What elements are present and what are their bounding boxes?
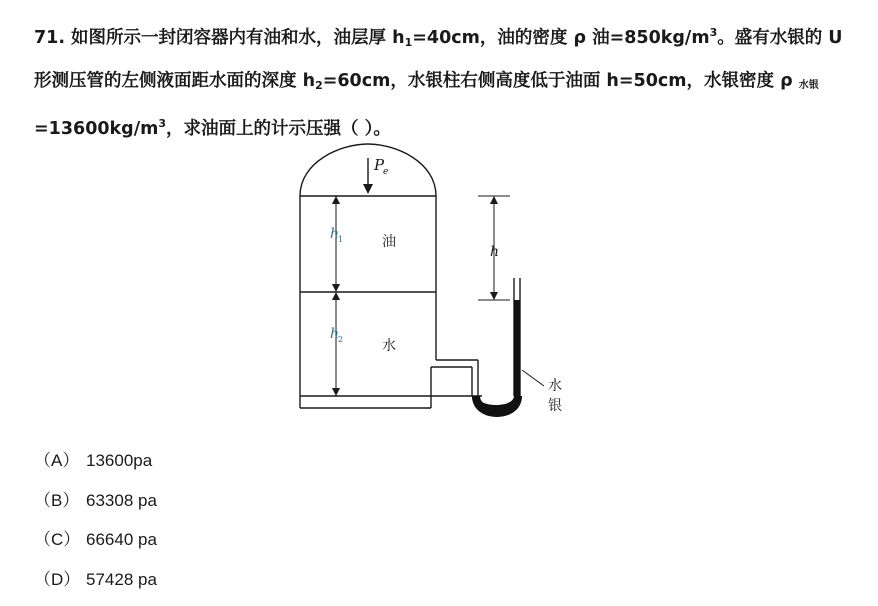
question-number: 71. — [34, 28, 66, 48]
option-a[interactable] — [34, 446, 157, 486]
option-c[interactable] — [34, 525, 157, 565]
h2-label: h — [330, 326, 340, 342]
option-b[interactable] — [34, 486, 157, 526]
question-part: 如图所示一封闭容器内有油和水，油层厚 h — [71, 28, 405, 48]
option-value: 13600pa — [86, 451, 153, 470]
option-label: （A） — [34, 451, 80, 470]
question-part: ，求油面上的计示压强（ ）。 — [166, 119, 391, 139]
question-part: =13600kg/m — [34, 119, 159, 139]
subscript-rho-mercury: 水银 — [798, 80, 819, 91]
option-label: （B） — [34, 490, 80, 510]
h1-subscript: 1 — [338, 235, 344, 244]
h1-arrow-bottom — [332, 284, 340, 292]
h-arrow-top — [490, 196, 498, 204]
h2-arrow-top — [332, 292, 340, 300]
mercury-leader-line — [522, 370, 544, 386]
option-label: （D） — [34, 569, 81, 589]
oil-label: 油 — [382, 234, 396, 250]
option-value: 57428 pa — [86, 569, 157, 589]
subscript-h1: 1 — [404, 36, 413, 49]
answer-options — [34, 446, 157, 604]
h1-label: h — [330, 226, 340, 242]
question-text — [34, 14, 846, 148]
h-label: h — [490, 244, 500, 260]
option-d[interactable] — [34, 565, 157, 605]
question-part: =60cm，水银柱右侧高度低于油面 h=50cm，水银密度 ρ — [322, 71, 799, 91]
mercury-label-1: 水 — [548, 378, 562, 394]
superscript-3: 3 — [158, 117, 166, 130]
subscript-h2: 2 — [315, 79, 323, 92]
container-diagram — [290, 138, 590, 428]
question-part: 。盛有水银的 U 形测压管的左侧液面距水面的深度 h — [34, 28, 843, 91]
pe-label: P — [374, 156, 385, 174]
pe-subscript: e — [383, 167, 389, 177]
h-arrow-bottom — [490, 292, 498, 300]
mercury-label-2: 银 — [548, 398, 562, 414]
option-value: 66640 pa — [86, 530, 157, 549]
option-label: （C） — [34, 530, 81, 549]
h2-subscript: 2 — [338, 335, 344, 344]
question-part: =40cm，油的密度 ρ 油=850kg/m — [412, 28, 710, 48]
superscript-3: 3 — [709, 26, 718, 39]
pe-arrowhead — [363, 184, 373, 194]
mercury-right-column — [514, 300, 520, 396]
h1-arrow-top — [332, 196, 340, 204]
water-label: 水 — [382, 338, 396, 354]
h2-arrow-bottom — [332, 388, 340, 396]
option-value: 63308 pa — [86, 490, 157, 510]
